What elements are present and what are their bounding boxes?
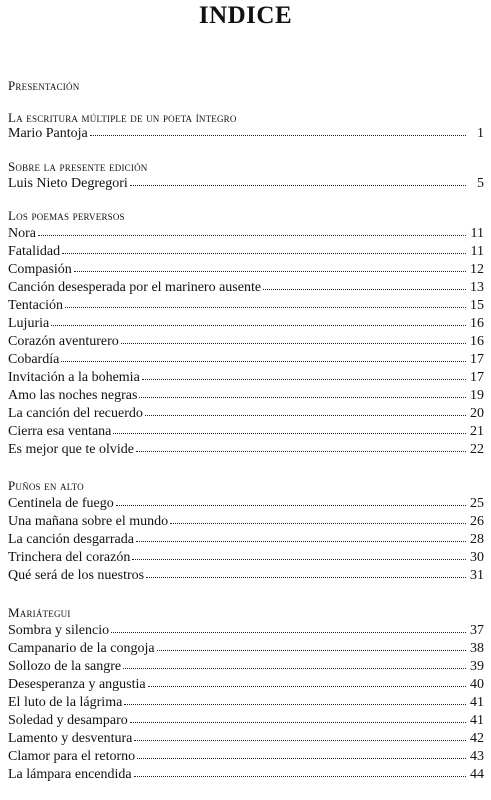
toc-entry [8,532,484,550]
entry-title: Sollozo de la sangre [8,659,122,674]
entry-page: 11 [470,226,484,241]
toc-entry [8,126,484,144]
entry-page: 28 [470,532,484,547]
entry-title: Desesperanza y angustia [8,677,146,692]
toc-entry [8,388,484,406]
toc-entry [8,695,484,713]
entry-page: 30 [470,550,484,565]
entry-page: 44 [470,767,484,782]
toc-entry [8,767,484,785]
entry-page: 31 [470,568,484,583]
entry-title: Sombra y silencio [8,623,110,638]
dot-leader [51,315,466,326]
entry-title: Fatalidad [8,244,61,259]
entry-title: Amo las noches negras [8,388,138,403]
dot-leader [263,279,466,290]
dot-leader [170,513,466,524]
entry-page: 40 [470,677,484,692]
entry-title: El luto de la lágrima [8,695,123,710]
section-heading-edicion: Sobre la presente edición [8,159,148,174]
toc-entry [8,244,484,262]
toc-entry [8,316,484,334]
toc-entry [8,623,484,641]
entry-page: 22 [470,442,484,457]
entry-title: La canción del recuerdo [8,406,143,421]
dot-leader [123,658,466,669]
entry-title: Lujuria [8,316,50,331]
entry-page: 37 [470,623,484,638]
section-heading-punos-en-alto: Puños en alto [8,478,84,493]
toc-entry [8,731,484,749]
dot-leader [124,694,466,705]
dot-leader [121,333,466,344]
dot-leader [134,766,466,777]
entry-title: Soledad y desamparo [8,713,128,728]
entry-page: 43 [470,749,484,764]
toc-entry [8,424,484,442]
entry-page: 11 [470,244,484,259]
section-heading-mariategui: Mariátegui [8,605,71,620]
entry-title: La canción desgarrada [8,532,134,547]
toc-entry [8,280,484,298]
entry-title: Cierra esa ventana [8,424,112,439]
section-heading-poemas-perversos: Los poemas perversos [8,208,125,223]
toc-entry [8,334,484,352]
toc-entry [8,749,484,767]
dot-leader [90,125,466,136]
entry-page: 15 [470,298,484,313]
entry-page: 26 [470,514,484,529]
entry-page: 41 [470,713,484,728]
dot-leader [137,748,466,759]
dot-leader [130,712,466,723]
entry-title: Campanario de la congoja [8,641,155,656]
entry-title: Lamento y desventura [8,731,133,746]
entry-page: 39 [470,659,484,674]
entry-page: 21 [470,424,484,439]
entry-page: 5 [477,176,484,191]
dot-leader [130,175,466,186]
dot-leader [134,730,466,741]
toc-entry [8,176,484,194]
entry-page: 19 [470,388,484,403]
entry-title: Corazón aventurero [8,334,119,349]
entry-title: Es mejor que te olvide [8,442,134,457]
dot-leader [74,261,466,272]
entry-title: Invitación a la bohemia [8,370,140,385]
entry-title: Centinela de fuego [8,496,114,511]
entry-title: Tentación [8,298,63,313]
entry-title: Nora [8,226,36,241]
dot-leader [142,369,466,380]
entry-page: 13 [470,280,484,295]
toc-entry [8,352,484,370]
toc-entry [8,298,484,316]
toc-entry [8,659,484,677]
toc-entry [8,226,484,244]
entry-page: 16 [470,316,484,331]
toc-entry [8,514,484,532]
dot-leader [145,405,466,416]
toc-entry [8,713,484,731]
entry-title: Compasión [8,262,72,277]
page-title: INDICE [198,2,293,29]
entry-page: 12 [470,262,484,277]
dot-leader [148,676,466,687]
entry-page: 25 [470,496,484,511]
entry-title: Qué será de los nuestros [8,568,145,583]
dot-leader [111,622,466,633]
toc-entry [8,677,484,695]
entry-title: Mario Pantoja [8,126,88,141]
entry-title: Trinchera del corazón [8,550,131,565]
entry-title: Una mañana sobre el mundo [8,514,169,529]
entry-page: 38 [470,641,484,656]
toc-entry [8,406,484,424]
dot-leader [62,243,466,254]
toc-entry [8,496,484,514]
dot-leader [136,531,466,542]
toc-entry [8,550,484,568]
dot-leader [136,441,466,452]
entry-page: 17 [470,352,484,367]
toc-entry [8,568,484,586]
section-heading-escritura: La escritura múltiple de un poeta íntegro [8,110,237,125]
entry-page: 16 [470,334,484,349]
dot-leader [65,297,466,308]
dot-leader [139,387,466,398]
entry-page: 1 [477,126,484,141]
section-heading-presentacion: Presentación [8,78,80,93]
toc-entry [8,262,484,280]
dot-leader [146,567,466,578]
entry-page: 20 [470,406,484,421]
dot-leader [38,225,466,236]
dot-leader [157,640,466,651]
entry-title: Cobardía [8,352,60,367]
entry-page: 42 [470,731,484,746]
dot-leader [113,423,466,434]
dot-leader [61,351,466,362]
toc-entry [8,370,484,388]
entry-title: Luis Nieto Degregori [8,176,128,191]
dot-leader [116,495,466,506]
entry-page: 17 [470,370,484,385]
entry-title: Canción desesperada por el marinero ausente [8,280,262,295]
toc-entry [8,442,484,460]
entry-title: La lámpara encendida [8,767,132,782]
toc-entry [8,641,484,659]
entry-title: Clamor para el retorno [8,749,136,764]
dot-leader [132,549,466,560]
entry-page: 41 [470,695,484,710]
